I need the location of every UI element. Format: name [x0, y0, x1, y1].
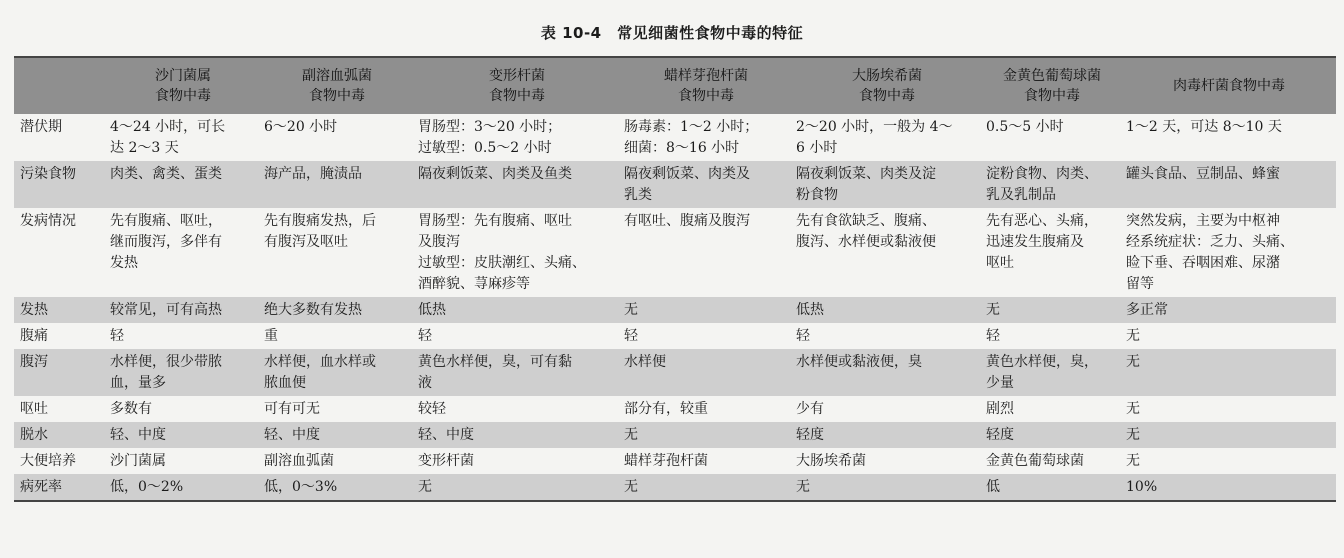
column-header: 肉毒杆菌食物中毒: [1122, 57, 1336, 114]
row-label: 病死率: [14, 474, 106, 501]
column-header: 蜡样芽孢杆菌 食物中毒: [620, 57, 792, 114]
table-row: [14, 114, 1336, 161]
table-cell: 4～24 小时，可长 达 2～3 天: [106, 114, 260, 161]
table-cell: 肉类、禽类、蛋类: [106, 161, 260, 208]
table-cell: 隔夜剩饭菜、肉类及淀 粉食物: [792, 161, 982, 208]
table-cell: 轻、中度: [106, 422, 260, 448]
row-label: 发病情况: [14, 208, 106, 297]
table-cell: 水样便: [620, 349, 792, 396]
row-label: 潜伏期: [14, 114, 106, 161]
table-row: [14, 297, 1336, 323]
table-cell: 水样便，很少带脓 血，量多: [106, 349, 260, 396]
table-cell: 较常见，可有高热: [106, 297, 260, 323]
table-cell: 黄色水样便，臭，可有黏 液: [414, 349, 620, 396]
table-cell: 大肠埃希菌: [792, 448, 982, 474]
table-cell: 少有: [792, 396, 982, 422]
column-header: 沙门菌属 食物中毒: [106, 57, 260, 114]
table-cell: 部分有，较重: [620, 396, 792, 422]
table-cell: 金黄色葡萄球菌: [982, 448, 1122, 474]
table-cell: 无: [414, 474, 620, 501]
table-row: [14, 448, 1336, 474]
table-cell: 副溶血弧菌: [260, 448, 414, 474]
column-header: 金黄色葡萄球菌 食物中毒: [982, 57, 1122, 114]
table-cell: 轻: [792, 323, 982, 349]
table-row: [14, 474, 1336, 501]
table-cell: 可有可无: [260, 396, 414, 422]
table-cell: 轻度: [982, 422, 1122, 448]
table-body: [14, 114, 1336, 501]
table-cell: 水样便，血水样或 脓血便: [260, 349, 414, 396]
bacteria-food-poisoning-table: [14, 56, 1336, 502]
table-row: [14, 161, 1336, 208]
table-row: [14, 396, 1336, 422]
table-cell: 10%: [1122, 474, 1336, 501]
table-cell: 突然发病，主要为中枢神 经系统症状：乏力、头痛、 睑下垂、吞咽困难、尿潴 留等: [1122, 208, 1336, 297]
table-cell: 无: [620, 474, 792, 501]
table-cell: 6～20 小时: [260, 114, 414, 161]
table-cell: 先有腹痛、呕吐， 继而腹泻，多伴有 发热: [106, 208, 260, 297]
table-cell: 轻: [982, 323, 1122, 349]
table-cell: 变形杆菌: [414, 448, 620, 474]
table-cell: 肠毒素：1～2 小时； 细菌：8～16 小时: [620, 114, 792, 161]
table-row: [14, 208, 1336, 297]
table-cell: 沙门菌属: [106, 448, 260, 474]
table-cell: 轻: [620, 323, 792, 349]
table-row: [14, 323, 1336, 349]
row-label: 脱水: [14, 422, 106, 448]
table-cell: 2～20 小时，一般为 4～ 6 小时: [792, 114, 982, 161]
table-cell: 胃肠型：先有腹痛、呕吐 及腹泻 过敏型：皮肤潮红、头痛、 酒醉貌、荨麻疹等: [414, 208, 620, 297]
table-cell: 绝大多数有发热: [260, 297, 414, 323]
row-label: 发热: [14, 297, 106, 323]
table-caption: 表 10-4 常见细菌性食物中毒的特征: [540, 24, 804, 42]
table-cell: 胃肠型：3～20 小时； 过敏型：0.5～2 小时: [414, 114, 620, 161]
table-cell: 水样便或黏液便，臭: [792, 349, 982, 396]
column-header: 副溶血弧菌 食物中毒: [260, 57, 414, 114]
table-cell: 无: [982, 297, 1122, 323]
row-label: 呕吐: [14, 396, 106, 422]
table-cell: 轻度: [792, 422, 982, 448]
table-cell: 较轻: [414, 396, 620, 422]
table-cell: 无: [1122, 396, 1336, 422]
row-label: 腹痛: [14, 323, 106, 349]
column-header: 大肠埃希菌 食物中毒: [792, 57, 982, 114]
table-cell: 重: [260, 323, 414, 349]
table-cell: 无: [1122, 448, 1336, 474]
table-cell: 无: [620, 297, 792, 323]
table-cell: 海产品，腌渍品: [260, 161, 414, 208]
table-cell: 0.5～5 小时: [982, 114, 1122, 161]
table-row: [14, 422, 1336, 448]
table-cell: 先有食欲缺乏、腹痛、 腹泻、水样便或黏液便: [792, 208, 982, 297]
table-cell: 先有恶心、头痛， 迅速发生腹痛及 呕吐: [982, 208, 1122, 297]
table-cell: 无: [620, 422, 792, 448]
table-cell: 低，0～2%: [106, 474, 260, 501]
table-cell: 隔夜剩饭菜、肉类及 乳类: [620, 161, 792, 208]
table-cell: 轻、中度: [414, 422, 620, 448]
table-cell: 有呕吐、腹痛及腹泻: [620, 208, 792, 297]
column-header: 变形杆菌 食物中毒: [414, 57, 620, 114]
row-label: 腹泻: [14, 349, 106, 396]
table-cell: 低热: [792, 297, 982, 323]
row-label: 大便培养: [14, 448, 106, 474]
header-row: [14, 57, 1336, 114]
table-cell: 淀粉食物、肉类、 乳及乳制品: [982, 161, 1122, 208]
table-cell: 多数有: [106, 396, 260, 422]
header-corner: [14, 57, 106, 114]
table-cell: 罐头食品、豆制品、蜂蜜: [1122, 161, 1336, 208]
table-cell: 1～2 天，可达 8～10 天: [1122, 114, 1336, 161]
table-cell: 无: [1122, 349, 1336, 396]
table-row: [14, 349, 1336, 396]
row-label: 污染食物: [14, 161, 106, 208]
table-cell: 黄色水样便，臭， 少量: [982, 349, 1122, 396]
table-cell: 低，0～3%: [260, 474, 414, 501]
table-cell: 低热: [414, 297, 620, 323]
table-cell: 无: [1122, 323, 1336, 349]
table-cell: 多正常: [1122, 297, 1336, 323]
table-cell: 蜡样芽孢杆菌: [620, 448, 792, 474]
table-cell: 轻: [106, 323, 260, 349]
table-cell: 低: [982, 474, 1122, 501]
table-cell: 轻: [414, 323, 620, 349]
table-cell: 剧烈: [982, 396, 1122, 422]
table-cell: 先有腹痛发热，后 有腹泻及呕吐: [260, 208, 414, 297]
table-cell: 隔夜剩饭菜、肉类及鱼类: [414, 161, 620, 208]
table-cell: 轻、中度: [260, 422, 414, 448]
table-cell: 无: [792, 474, 982, 501]
table-cell: 无: [1122, 422, 1336, 448]
